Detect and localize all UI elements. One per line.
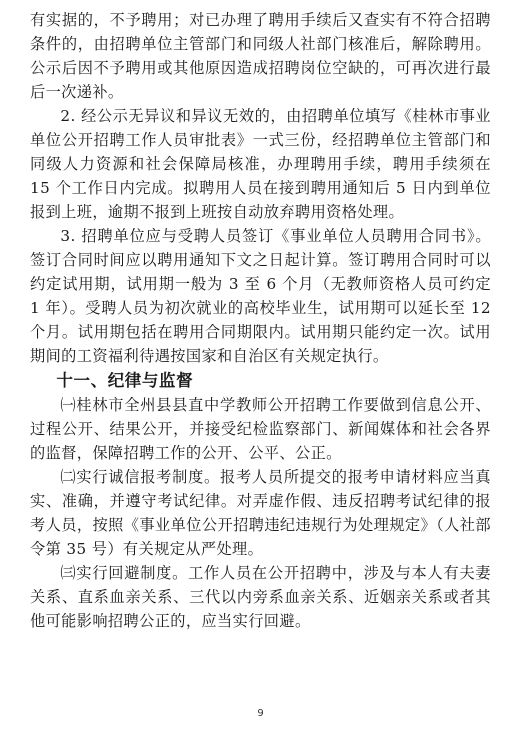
page-number: 9 (257, 708, 264, 719)
paragraph-item-2: 2. 经公示无异议和异议无效的，由招聘单位填写《桂林市事业单位公开招聘工作人员审批表》一式三份，经招聘单位主管部门和同级人力资源和社会保障局核准，办理聘用手续，聘用手续须在 15 个工作日内完成。拟聘用人员在接到聘用通知后 5 日内到单位报到上班，逾期不报到上班按自动放弃聘用资格处理。 (30, 107, 491, 221)
paragraph-item-3: 3. 招聘单位应与受聘人员签订《事业单位人员聘用合同书》。签订合同时间应以聘用通知下文之日起计算。签订聘用合同时可以约定试用期，试用期一般为 3 至 6 个月（无教师资格人员可约定 1 年）。受聘人员为初次就业的高校毕业生，试用期可以延长至 12 个月。试用期包括在聘用合同期限内。试用期只能约定一次。试用期间的工资福利待遇按国家和自治区有关规定执行。 (30, 227, 491, 365)
paragraph-continuation: 有实据的，不予聘用；对已办理了聘用手续后又查实有不符合招聘条件的，由招聘单位主管部门和同级人社部门核准后，解除聘用。公示后因不予聘用或其他原因造成招聘岗位空缺的，可再次进行最后一次递补。 (30, 11, 491, 101)
section-heading: 十一、纪律与监督 (56, 371, 194, 390)
paragraph-discipline-3: ㈢实行回避制度。工作人员在公开招聘中，涉及与本人有夫妻关系、直系血亲关系、三代以内旁系血亲关系、近姻亲关系或者其他可能影响招聘公正的，应当实行回避。 (30, 564, 491, 630)
paragraph-discipline-2: ㈡实行诚信报考制度。报考人员所提交的报考申请材料应当真实、准确，并遵守考试纪律。对弄虚作假、违反招聘考试纪律的报考人员，按照《事业单位公开招聘违纪违规行为处理规定》（人社部令第 35 号）有关规定从严处理。 (30, 468, 491, 558)
paragraph-discipline-1: ㈠桂林市全州县县直中学教师公开招聘工作要做到信息公开、过程公开、结果公开，并接受纪检监察部门、新闻媒体和社会各界的监督，保障招聘工作的公开、公平、公正。 (30, 396, 491, 462)
